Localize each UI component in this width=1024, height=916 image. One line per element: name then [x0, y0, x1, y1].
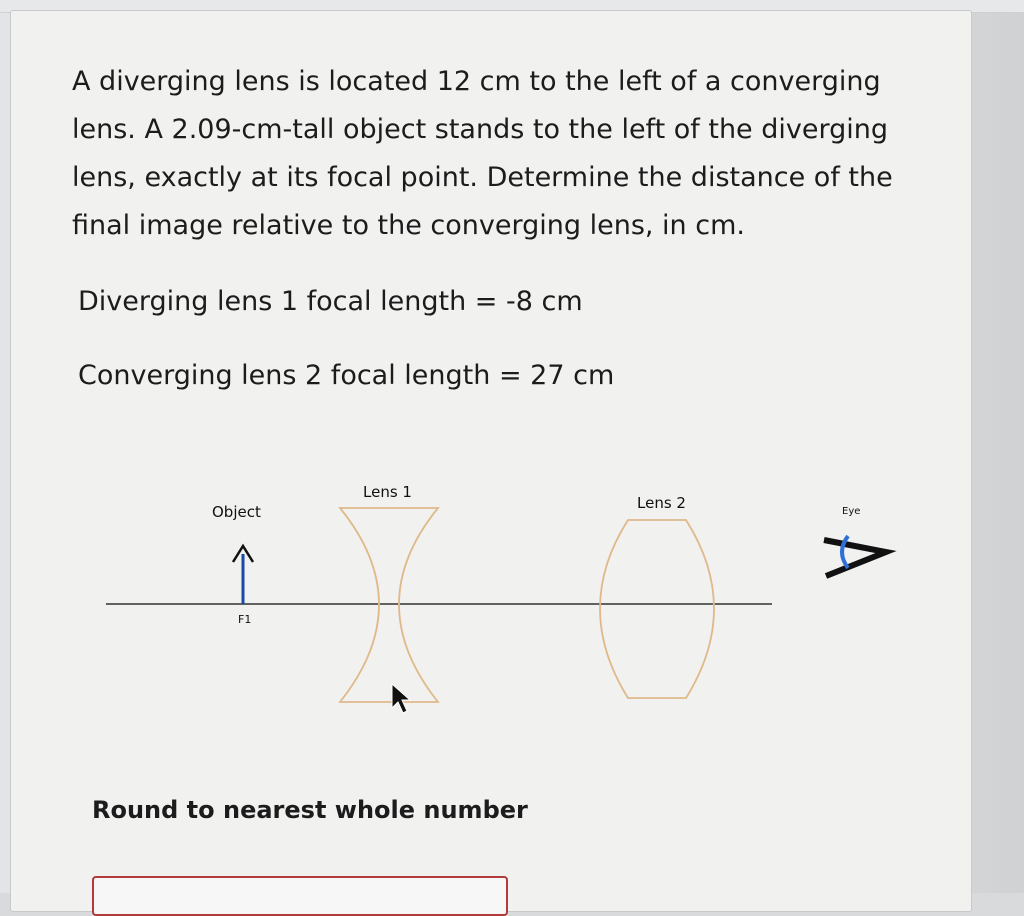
eye-icon: [824, 536, 886, 576]
rounding-instruction: Round to nearest whole number: [92, 796, 528, 824]
diverging-lens: [340, 508, 438, 702]
lens2-focal-length: Converging lens 2 focal length = 27 cm: [78, 360, 615, 391]
converging-lens: [600, 520, 714, 698]
lens2-label: Lens 2: [637, 494, 686, 512]
lens1-focal-length: Diverging lens 1 focal length = -8 cm: [78, 286, 583, 317]
answer-input[interactable]: [92, 876, 508, 916]
lens-diagram: [0, 470, 1024, 730]
mouse-cursor: [392, 684, 410, 713]
question-text: A diverging lens is located 12 cm to the left of a converging lens. A 2.09-cm-tall object stands to the left of the diverging lens, exactly at its focal point. Determine the distance of the final image relative to the converging lens, in cm.: [72, 66, 893, 241]
object-label: Object: [212, 503, 261, 521]
focal-point-label: F1: [238, 613, 252, 626]
eye-label: Eye: [842, 506, 861, 517]
lens1-label: Lens 1: [363, 483, 412, 501]
